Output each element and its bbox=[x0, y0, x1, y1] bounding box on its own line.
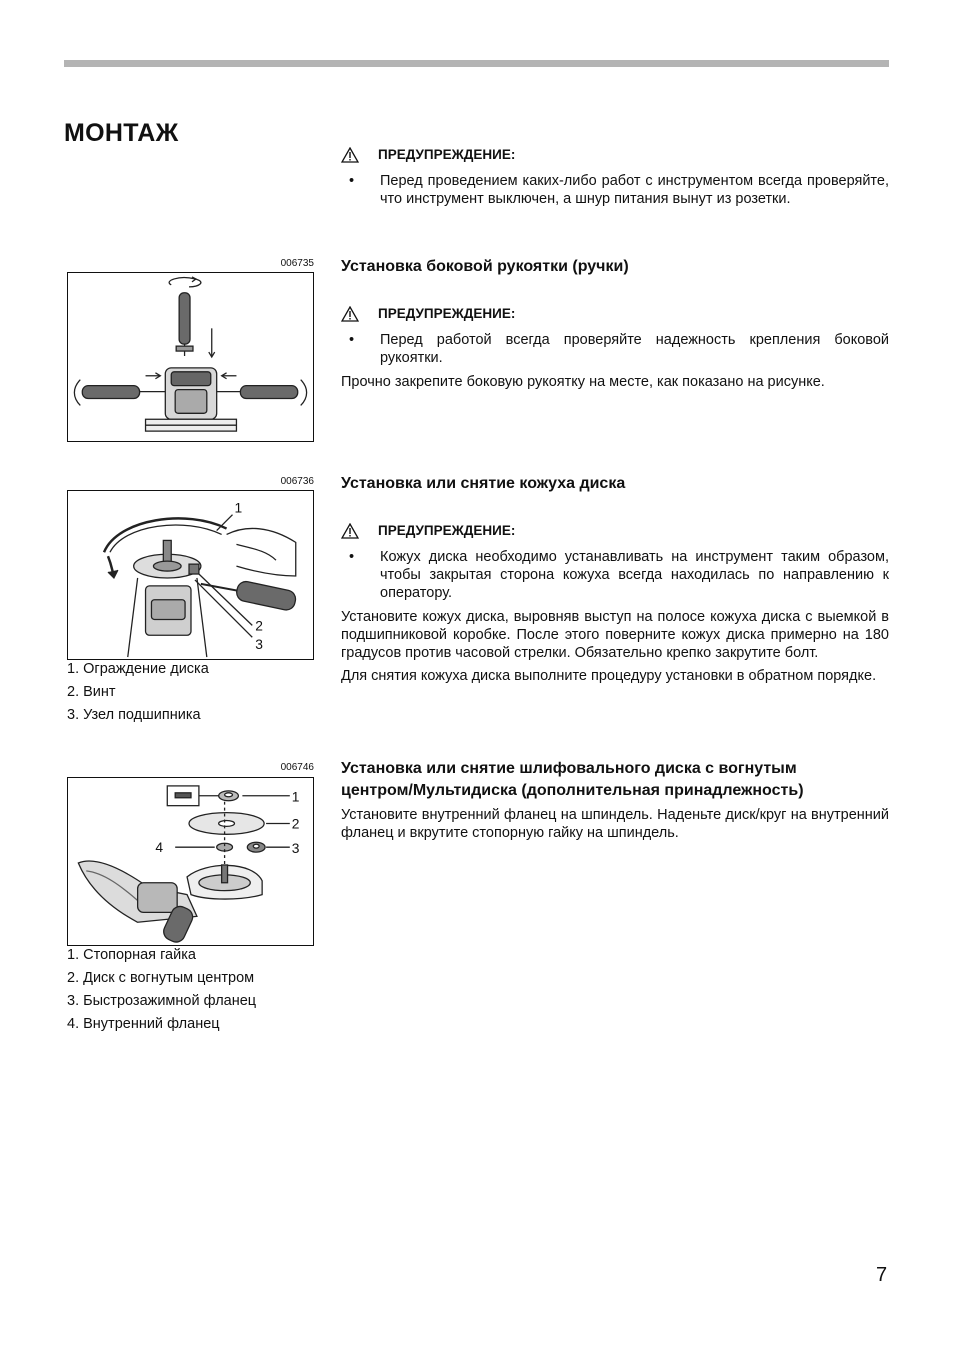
grinding-disc-illustration bbox=[68, 778, 313, 945]
warning-triangle-icon bbox=[341, 523, 359, 539]
figure-code: 006735 bbox=[280, 258, 314, 269]
wheel-guard-illustration bbox=[68, 491, 313, 659]
callout-label: 2 bbox=[291, 815, 300, 832]
callout-label: 1 bbox=[234, 499, 243, 516]
section-side-handle bbox=[341, 256, 889, 396]
page-title: МОНТАЖ bbox=[64, 119, 179, 147]
header-rule bbox=[64, 60, 889, 67]
section-paragraph: Прочно закрепите боковую рукоятку на месте, как показано на рисунке. bbox=[341, 374, 825, 390]
general-warning bbox=[341, 146, 889, 214]
legend-item: 1. Ограждение диска bbox=[67, 661, 209, 677]
section-paragraph: Для снятия кожуха диска выполните процедуру установки в обратном порядке. bbox=[341, 668, 877, 684]
figure-legend bbox=[67, 944, 256, 1036]
section-paragraph: Установите кожух диска, выровняв выступ на полосе кожуха диска с выемкой в подшипниковой коробке. После этого поверните кожух диска примерно на 180 градусов против часовой стрелки. Обязательно крепко закрутите болт. bbox=[341, 609, 889, 661]
section-grinding-disc bbox=[341, 758, 889, 847]
legend-item: 2. Винт bbox=[67, 684, 116, 700]
figure-legend bbox=[67, 658, 209, 727]
legend-item: 1. Стопорная гайка bbox=[67, 947, 196, 963]
warning-label: ПРЕДУПРЕЖДЕНИЕ: bbox=[378, 306, 516, 321]
figure-code: 006736 bbox=[280, 476, 314, 487]
side-handle-illustration bbox=[68, 273, 313, 441]
callout-label: 3 bbox=[255, 636, 263, 653]
callout-label: 2 bbox=[255, 617, 263, 634]
callout-label: 3 bbox=[291, 840, 300, 857]
figure-wheel-guard bbox=[67, 490, 314, 660]
warning-header bbox=[341, 522, 889, 540]
figure-code: 006746 bbox=[280, 762, 314, 773]
figure-grinding-disc bbox=[67, 777, 314, 946]
section-heading-line: центром/Мультидиска (дополнительная принадлежность) bbox=[341, 782, 804, 799]
section-heading: Установка или снятие кожуха диска bbox=[341, 475, 626, 492]
warning-bullet: • Кожух диска необходимо устанавливать на инструмент таким образом, чтобы закрытая сторона кожуха всегда находилась по направлению к оператору. bbox=[349, 549, 889, 601]
callout-label: 1 bbox=[291, 788, 300, 805]
section-heading bbox=[341, 758, 889, 802]
callout-label: 4 bbox=[155, 839, 164, 856]
warning-header bbox=[341, 146, 889, 164]
section-heading-line: Установка или снятие шлифовального диска с вогнутым bbox=[341, 760, 797, 777]
page-number: 7 bbox=[876, 1264, 888, 1286]
legend-item: 3. Узел подшипника bbox=[67, 707, 201, 723]
warning-label: ПРЕДУПРЕЖДЕНИЕ: bbox=[378, 147, 516, 162]
warning-header bbox=[341, 305, 889, 323]
warning-bullet: • Перед проведением каких-либо работ с инструментом всегда проверяйте, что инструмент выключен, а шнур питания вынут из розетки. bbox=[349, 173, 889, 207]
legend-item: 3. Быстрозажимной фланец bbox=[67, 993, 257, 1009]
legend-item: 4. Внутренний фланец bbox=[67, 1016, 220, 1032]
section-paragraph: Установите внутренний фланец на шпиндель. Наденьте диск/круг на внутренний фланец и вкрутите стопорную гайку на шпиндель. bbox=[341, 807, 889, 841]
figure-side-handle bbox=[67, 272, 314, 442]
section-heading: Установка боковой рукоятки (ручки) bbox=[341, 258, 629, 275]
section-wheel-guard bbox=[341, 473, 889, 690]
legend-item: 2. Диск с вогнутым центром bbox=[67, 970, 255, 986]
warning-triangle-icon bbox=[341, 306, 359, 322]
warning-bullet: • Перед работой всегда проверяйте надежность крепления боковой рукоятки. bbox=[349, 332, 889, 366]
warning-label: ПРЕДУПРЕЖДЕНИЕ: bbox=[378, 523, 516, 538]
warning-triangle-icon bbox=[341, 147, 359, 163]
